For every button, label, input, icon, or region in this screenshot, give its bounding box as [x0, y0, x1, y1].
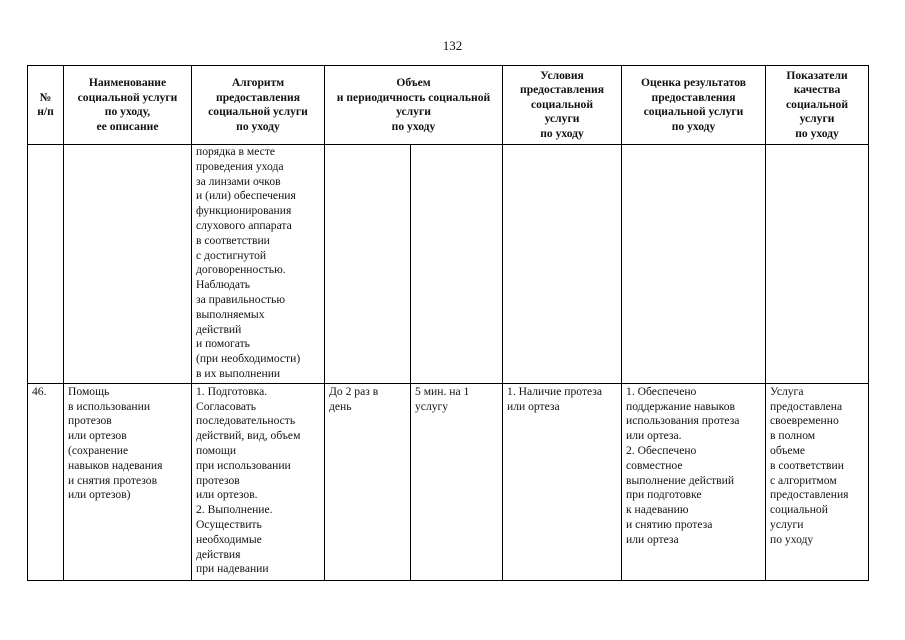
cell-service-name: [64, 145, 192, 384]
table-row: [28, 383, 869, 580]
cell-conditions: 1. Наличие протеза или ортеза: [503, 383, 622, 580]
social-services-table: [27, 65, 869, 581]
cell-algorithm: порядка в месте проведения ухода за линзами очков и (или) обеспечения функционирования слухового аппарата в соответствии с достигнутой договоренностью. Наблюдать за правильностью выполняемых действий и помогать (при необходимости) в их выполнении: [192, 145, 325, 384]
header-service-name: Наименование социальной услуги по уходу, ее описание: [64, 66, 192, 145]
table-row: [28, 145, 869, 384]
cell-number: [28, 145, 64, 384]
cell-volume-count: До 2 раз в день: [325, 383, 411, 580]
cell-volume-time: [411, 145, 503, 384]
table-header-row: [28, 66, 869, 145]
cell-evaluation: [622, 145, 766, 384]
cell-service-name: Помощь в использовании протезов или ортезов (сохранение навыков надевания и снятия протезов или ортезов): [64, 383, 192, 580]
header-quality: Показатели качества социальной услуги по уходу: [766, 66, 869, 145]
header-algorithm: Алгоритм предоставления социальной услуги по уходу: [192, 66, 325, 145]
cell-evaluation: 1. Обеспечено поддержание навыков использования протеза или ортеза. 2. Обеспечено совместное выполнение действий при подготовке к надеванию и снятию протеза или ортеза: [622, 383, 766, 580]
cell-quality: [766, 145, 869, 384]
page-number: 132: [442, 38, 463, 53]
cell-volume-count: [325, 145, 411, 384]
cell-number: 46.: [28, 383, 64, 580]
header-conditions: Условия предоставления социальной услуги по уходу: [503, 66, 622, 145]
cell-quality: Услуга предоставлена своевременно в полном объеме в соответствии с алгоритмом предоставления социальной услуги по уходу: [766, 383, 869, 580]
cell-volume-time: 5 мин. на 1 услугу: [411, 383, 503, 580]
header-number: № н/п: [28, 66, 64, 145]
header-volume: Объем и периодичность социальной услуги по уходу: [325, 66, 503, 145]
cell-algorithm: 1. Подготовка. Согласовать последовательность действий, вид, объем помощи при использовании протезов или ортезов. 2. Выполнение. Осуществить необходимые действия при надевании: [192, 383, 325, 580]
cell-conditions: [503, 145, 622, 384]
header-evaluation: Оценка результатов предоставления социальной услуги по уходу: [622, 66, 766, 145]
